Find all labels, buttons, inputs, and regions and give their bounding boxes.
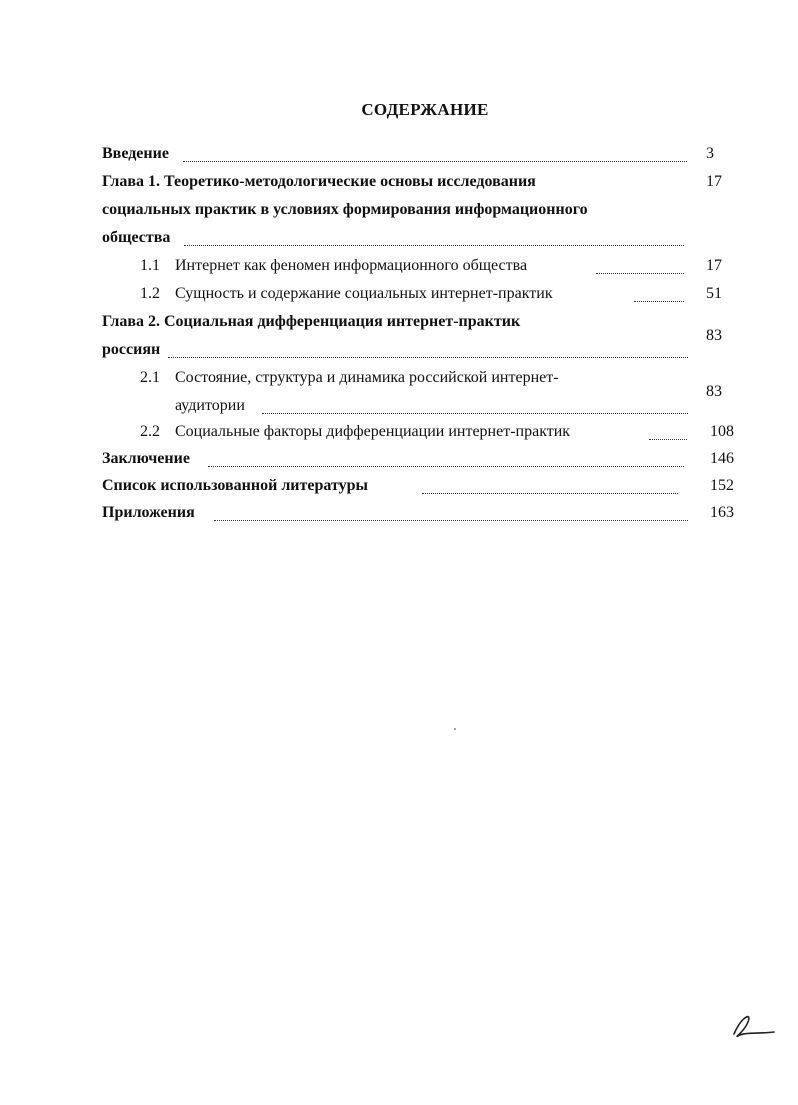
toc-page-section-1-2: 51 bbox=[706, 285, 722, 302]
toc-page-chapter1: 17 bbox=[706, 173, 722, 190]
toc-leader-dots bbox=[183, 149, 687, 162]
page-title: СОДЕРЖАНИЕ bbox=[361, 100, 489, 119]
toc-page-section-2-1: 83 bbox=[706, 383, 722, 400]
toc-section-number: 1.1 bbox=[140, 257, 160, 274]
toc-leader-dots bbox=[184, 233, 684, 246]
toc-page-section-2-2: 108 bbox=[710, 423, 734, 440]
toc-page-chapter2: 83 bbox=[706, 327, 722, 344]
toc-section-1-1: Интернет как феномен информационного общества bbox=[175, 257, 528, 274]
toc-section-1-2: Сущность и содержание социальных интернет-практик bbox=[175, 285, 553, 302]
toc-leader-dots bbox=[649, 427, 687, 440]
toc-chapter2-line2: россиян bbox=[102, 341, 161, 358]
toc-entry-appendices: Приложения bbox=[102, 504, 195, 521]
toc-section-number: 2.1 bbox=[140, 369, 160, 386]
toc-chapter1-line1: Глава 1. Теоретико-методологические основы исследования bbox=[102, 173, 536, 190]
toc-section-2-1-line1: Состояние, структура и динамика российской интернет- bbox=[175, 369, 559, 386]
toc-leader-dots bbox=[214, 508, 688, 521]
toc-leader-dots bbox=[208, 454, 684, 467]
toc-entry-conclusion: Заключение bbox=[102, 450, 190, 467]
handwritten-page-mark bbox=[728, 1010, 778, 1040]
toc-leader-dots bbox=[596, 261, 684, 274]
toc-page-conclusion: 146 bbox=[710, 450, 734, 467]
toc-page-appendices: 163 bbox=[710, 504, 734, 521]
toc-section-number: 2.2 bbox=[140, 423, 160, 440]
toc-leader-dots bbox=[634, 289, 684, 302]
toc-entry-introduction: Введение bbox=[102, 145, 169, 162]
toc-entry-references: Список использованной литературы bbox=[102, 477, 368, 494]
toc-chapter2-line1: Глава 2. Социальная дифференциация интернет-практик bbox=[102, 313, 521, 330]
toc-chapter1-line3: общества bbox=[102, 229, 171, 246]
toc-chapter1-line2: социальных практик в условиях формирования информационного bbox=[102, 201, 588, 218]
toc-leader-dots bbox=[168, 345, 688, 358]
toc-page-section-1-1: 17 bbox=[706, 257, 722, 274]
toc-page-introduction: 3 bbox=[706, 145, 714, 162]
toc-section-number: 1.2 bbox=[140, 285, 160, 302]
scan-speck bbox=[454, 728, 456, 730]
toc-section-2-2: Социальные факторы дифференциации интернет-практик bbox=[175, 423, 571, 440]
toc-leader-dots bbox=[422, 481, 678, 494]
toc-page-references: 152 bbox=[710, 477, 734, 494]
toc-leader-dots bbox=[262, 401, 688, 414]
toc-section-2-1-line2: аудитории bbox=[175, 397, 245, 414]
